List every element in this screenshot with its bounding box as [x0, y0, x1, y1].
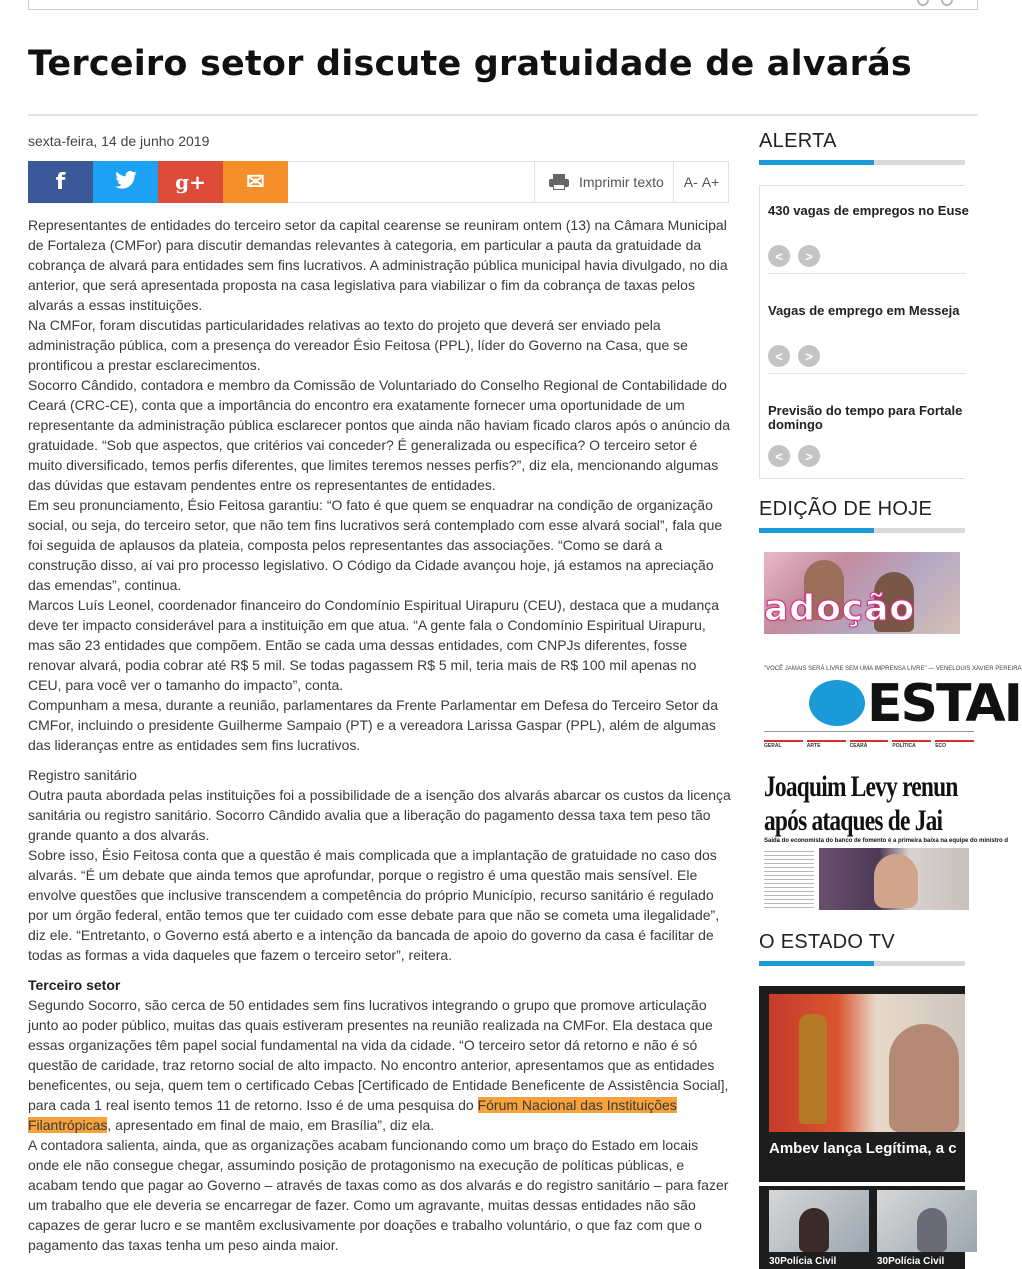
- prev-arrow-icon[interactable]: <: [768, 345, 790, 367]
- highlighted-link[interactable]: Fórum Nacional das Instituições Filantrópicas: [28, 1097, 677, 1133]
- paragraph-text: Segundo Socorro, são cerca de 50 entidades sem fins lucrativos integrando o grupo que promove articulação junto ao poder público, muitas das quais estiveram presentes na reunião realizada na CMFor. Ela destaca que essas organizações têm papel social fundamental na vida da cidade. “O terceiro setor dá retorno e não é só questão de caridade, traz retorno social de alto impacto. No encontro anterior, apresentamos que as entidades beneficentes, ou seja, quem tem o certificado Cebas [Certificado de Entidade Beneficente de Assistência Social], para cada 1 real isento temos 11 de retorno. Isso é de uma pesquisa do: [28, 997, 729, 1113]
- top-circle-icon: [917, 0, 929, 6]
- alert-item-link[interactable]: Previsão do tempo para Fortale: [768, 403, 963, 418]
- alert-title-rule: [759, 160, 965, 165]
- tv-section-title: O ESTADO TV: [759, 931, 895, 953]
- cover-caption: Saída do economista do banco de fomento é a primeira baixa na equipe do ministro d: [764, 838, 1009, 844]
- print-label: Imprimir texto: [579, 174, 664, 190]
- subheading-registro-sanitario: Registro sanitário: [28, 767, 137, 783]
- cover-section-label: POLÍTICA: [892, 740, 931, 760]
- cover-section-label: ARTE: [807, 740, 846, 760]
- google-plus-share-button[interactable]: [158, 161, 223, 203]
- logo-o-icon: [809, 680, 865, 726]
- subheading-terceiro-setor: Terceiro setor: [28, 977, 121, 993]
- alert-item-link-continued[interactable]: domingo: [768, 417, 823, 432]
- video-thumb-title[interactable]: 30Polícia Civil: [769, 1256, 837, 1267]
- alert-item-link[interactable]: 430 vagas de empregos no Euse: [768, 203, 969, 218]
- cover-main-headline: Joaquim Levy renun: [764, 770, 958, 803]
- cover-headline-word: adoção: [764, 588, 916, 629]
- tv-title-rule: [759, 961, 965, 966]
- article-paragraph: Outra pauta abordada pelas instituições foi a possibilidade de a isenção dos alvarás abarcar os custos da licença sanitária ou registro sanitário. Socorro Cândido avalia que a liberação do pagamento dessa taxa tem peso tão grande quanto a dos alvarás.: [28, 787, 731, 843]
- video-title: Ambev lança Legítima, a c: [769, 1140, 957, 1157]
- share-toolbar: [28, 161, 729, 203]
- google-plus-icon: g+: [175, 170, 206, 194]
- paragraph-text: , apresentado em final de maio, em Brasília”, diz ela.: [107, 1117, 435, 1133]
- font-decrease-button[interactable]: A-: [683, 174, 698, 190]
- article-paragraph: Socorro Cândido, contadora e membro da Comissão de Voluntariado do Conselho Regional de Contabilidade do Ceará (CRC-CE), conta que a importância do encontro era exatamente fornecer uma oportunidade de um representante da administração pública esclarecer pontos que ainda não haviam ficado claros após o anúncio da gratuidade. “Sob que aspectos, que critérios vai conceder? É generalizada ou específica? O terceiro setor é muito diversificado, temos perfis diferentes, que limites teremos nesses perfis?”, diz ela, mencionando algumas das dúvidas que estavam pendentes entre os representantes de entidades.: [28, 377, 731, 493]
- cover-section-label: GERAL: [764, 740, 803, 760]
- video-thumb[interactable]: [769, 1190, 869, 1252]
- article-paragraph: Marcos Luís Leonel, coordenador financeiro do Condomínio Espiritual Uirapuru (CEU), destaca que a mudança deve ter impacto considerável para a instituição em que atua. “A gente fala o Condomínio Espiritual Uirapuru, mas são 23 entidades que compõem. Então se cada uma dessas entidades, com CNPJs diferentes, fosse renovar alvará, podia cobrar até R$ 5 mil. Se todas pagassem R$ 5 mil, teria mais de R$ 100 mil apenas no CEU, para você ver o tamanho do impacto”, conta.: [28, 597, 720, 693]
- article-paragraph: A contadora salienta, ainda, que as organizações acabam funcionando como um braço do Estado em locais onde ele não consegue chegar, assumindo posição de protagonismo na execução de políticas públicas, e acabam tendo que pagar ao Governo – através de taxas como as dos alvarás e do registro sanitário – para fazer um trabalho que ele deveria se encarregar de fazer. Como um agravante, muitas dessas entidades não são capazes de gerar lucro e se mantêm exclusivamente por doações e trabalho voluntário, o que faz com que o pagamento das taxas tenha um peso ainda maior.: [28, 1137, 729, 1253]
- font-size-controls: [673, 162, 729, 202]
- facebook-icon: f: [55, 169, 66, 195]
- article-date: sexta-feira, 14 de junho 2019: [28, 133, 210, 149]
- article-paragraph: Compunham a mesa, durante a reunião, parlamentares da Frente Parlamentar em Defesa do Terceiro Setor da CMFor, incluindo o presidente Guilherme Sampaio (PT) e a vereadora Larissa Gaspar (PPL), além de algumas das lideranças entre as entidades sem fins lucrativos.: [28, 697, 718, 753]
- email-icon: ✉: [246, 169, 265, 194]
- cover-section-label: ECO: [935, 740, 974, 760]
- cover-info-line: [764, 731, 974, 737]
- cover-quote: "VOCÊ JAMAIS SERÁ LIVRE SEM UMA IMPRENSA LIVRE" — VENELOUIS XAVIER PEREIRA: [764, 666, 1022, 672]
- video-thumbnail: [769, 994, 965, 1132]
- video-thumb[interactable]: [877, 1190, 977, 1252]
- twitter-share-button[interactable]: [93, 161, 158, 203]
- article-paragraph: [28, 995, 733, 1135]
- print-button[interactable]: [534, 162, 673, 202]
- newspaper-logo: ESTAI: [809, 674, 1021, 734]
- edition-title-rule: [759, 528, 965, 533]
- cover-text-column: [764, 848, 814, 908]
- article-title: Terceiro setor discute gratuidade de alvarás: [28, 44, 912, 84]
- cover-section-label: CEARÁ: [850, 740, 889, 760]
- font-increase-button[interactable]: A+: [701, 174, 720, 190]
- article-paragraph: Sobre isso, Ésio Feitosa conta que a questão é mais complicada que a implantação de gratuidade no caso dos alvarás. “É um debate que ainda temos que aprofundar, porque o registro é uma questão mais sensível. Ele envolve questões que inclusive transcendem a competência do próprio Município, recurso sanitário é regulado por um órgão federal, então temos que ter cuidado com esse debate para que não se cometa uma ilegalidade”, diz ele. “Entretanto, o Governo está aberto e a intenção da bancada de apoio do governo da casa é facilitar de todas as formas a vida daqueles que fazem o terceiro setor”, reitera.: [28, 847, 720, 963]
- video-thumb-title[interactable]: 30Polícia Civil: [877, 1256, 945, 1267]
- edition-section-title: EDIÇÃO DE HOJE: [759, 498, 933, 520]
- cover-subline: [764, 634, 960, 654]
- alert-item-link[interactable]: Vagas de emprego em Messeja: [768, 303, 960, 318]
- top-circle-icon: [941, 0, 953, 6]
- next-arrow-icon[interactable]: >: [798, 245, 820, 267]
- tv-featured-video[interactable]: [759, 986, 965, 1182]
- cover-portrait: [874, 854, 918, 908]
- printer-icon: [549, 174, 569, 190]
- alert-list: [759, 185, 969, 479]
- cover-main-headline-2: após ataques de Jai: [764, 804, 943, 837]
- newspaper-cover[interactable]: [759, 548, 1022, 918]
- facebook-share-button[interactable]: [28, 161, 93, 203]
- article-paragraph: Em seu pronunciamento, Ésio Feitosa garantiu: “O fato é que quem se enquadrar na condição de organização social, ou seja, do terceiro setor, que não tem fins lucrativos será contemplado com esse alvará social”, fala que foi seguida de aplausos da plateia, composta pelos representantes das associações. “Como se dará a construção disso, aí vai pro processo legislativo. O Código da Cidade avançou hoje, já estamos na apreciação das emendas”, continua.: [28, 497, 723, 593]
- twitter-icon: [115, 171, 137, 194]
- alert-section-title: ALERTA: [759, 130, 837, 152]
- next-arrow-icon[interactable]: >: [798, 445, 820, 467]
- cover-sections: [764, 740, 974, 760]
- next-arrow-icon[interactable]: >: [798, 345, 820, 367]
- article-paragraph: Representantes de entidades do terceiro setor da capital cearense se reuniram ontem (13) na Câmara Municipal de Fortaleza (CMFor) para discutir demandas relevantes à categoria, em particular a pauta da gratuidade da cobrança de alvará para entidades sem fins lucrativos. A administração pública municipal havia divulgado, no dia anterior, que será apresentada proposta na casa legislativa para viabilizar o fim da cobrança de taxas pelos alvarás a essas instituições.: [28, 217, 728, 313]
- prev-arrow-icon[interactable]: <: [768, 445, 790, 467]
- tv-video-thumbnails: [759, 1186, 965, 1269]
- email-share-button[interactable]: [223, 161, 288, 203]
- top-frame: [28, 0, 978, 10]
- title-divider: [28, 114, 978, 116]
- article-paragraph: Na CMFor, foram discutidas particularidades relativas ao texto do projeto que deverá ser enviado pela administração pública, com a presença do vereador Ésio Feitosa (PPL), líder do Governo na Casa, que se prontificou a prestar esclarecimentos.: [28, 317, 688, 373]
- article-body: [28, 215, 733, 1255]
- prev-arrow-icon[interactable]: <: [768, 245, 790, 267]
